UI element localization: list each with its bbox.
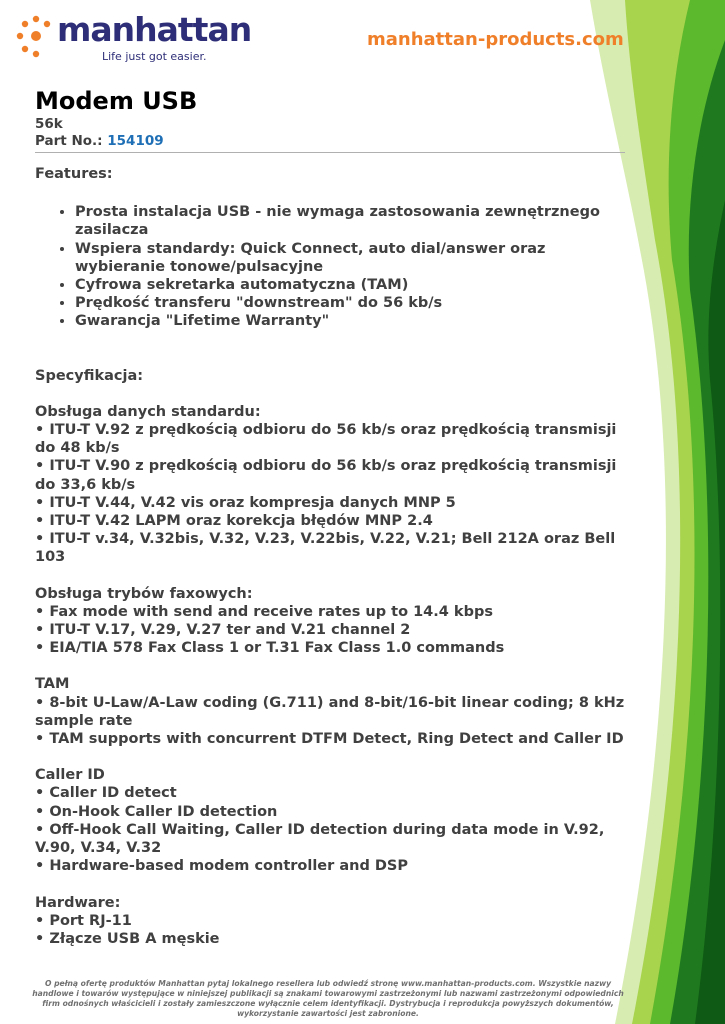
spec-line: • Port RJ-11: [35, 912, 132, 929]
spec-line: • Caller ID detect: [35, 785, 177, 802]
spec-line: • ITU-T v.34, V.32bis, V.32, V.23, V.22bis, V.22, V.21; Bell 212A oraz Bell 103: [35, 531, 616, 566]
spec-line: • ITU-T V.90 z prędkością odbioru do 56 kb/s oraz prędkością transmisji do 33,6 kb/s: [35, 458, 617, 493]
spec-line: • ITU-T V.17, V.29, V.27 ter and V.21 channel 2: [35, 622, 411, 639]
spec-group-caller-id: [35, 766, 625, 875]
logo-dots-icon: [16, 14, 56, 64]
spec-group-hardware: [35, 894, 625, 949]
spec-line: • Hardware-based modem controller and DSP: [35, 858, 408, 875]
feature-item: • Prosta instalacja USB - nie wymaga zastosowania zewnętrznego zasilacza: [75, 203, 625, 239]
part-number-value: 154109: [107, 133, 164, 149]
spec-line: • On-Hook Caller ID detection: [35, 803, 278, 820]
spec-line: • ITU-T V.92 z prędkością odbioru do 56 kb/s oraz prędkością transmisji do 48 kb/s: [35, 422, 617, 457]
spec-line: • 8-bit U-Law/A-Law coding (G.711) and 8-bit/16-bit linear coding; 8 kHz sample rate: [35, 694, 625, 729]
part-number-line: [35, 133, 625, 150]
spec-group-fax: [35, 585, 625, 658]
spec-group-title: Hardware:: [35, 894, 121, 911]
logo-wordmark: manhattan: [57, 10, 252, 49]
product-title: Modem USB: [35, 87, 198, 115]
features-list: [35, 203, 625, 330]
feature-item: • Gwarancja "Lifetime Warranty": [75, 312, 625, 330]
legal-footer: O pełną ofertę produktów Manhattan pytaj lokalnego resellera lub odwiedź stronę www.manhattan-products.com. Wszystkie nazwy handlowe i towarów występujące w niniejszej publikacji są znakami towarowymi zastrzeżonymi lub nazwami zastrzeżonymi odpowiednich firm odnośnych właścicieli i zostały zamieszczone wyłącznie celem identyfikacji. Dystrybucja i reprodukcja powyższych dokumentów, wykorzystanie zawartości jest zabronione.: [32, 979, 624, 1018]
spec-group-title: Caller ID: [35, 767, 105, 784]
website-url[interactable]: manhattan-products.com: [367, 29, 624, 50]
spec-line: • EIA/TIA 578 Fax Class 1 or T.31 Fax Class 1.0 commands: [35, 640, 505, 657]
spec-group-title: TAM: [35, 676, 70, 693]
logo-tagline: Life just got easier.: [102, 50, 207, 63]
feature-item: • Wspiera standardy: Quick Connect, auto dial/answer oraz wybieranie tonowe/pulsacyjne: [75, 240, 625, 276]
spec-line: • Fax mode with send and receive rates up to 14.4 kbps: [35, 603, 493, 620]
divider-rule: [35, 152, 625, 153]
feature-item: • Cyfrowa sekretarka automatyczna (TAM): [75, 276, 625, 294]
manhattan-logo: [16, 10, 252, 65]
datasheet-content: [35, 86, 625, 948]
spec-group-data: [35, 403, 625, 567]
product-subtitle: 56k: [35, 116, 63, 132]
spec-line: • TAM supports with concurrent DTFM Detect, Ring Detect and Caller ID: [35, 731, 624, 748]
feature-item: • Prędkość transferu "downstream" do 56 kb/s: [75, 294, 625, 312]
spec-group-title: Obsługa danych standardu:: [35, 403, 261, 420]
spec-group-title: Obsługa trybów faxowych:: [35, 585, 253, 602]
features-heading: Features:: [35, 166, 113, 182]
spec-group-tam: [35, 675, 625, 748]
spec-line: • ITU-T V.42 LAPM oraz korekcja błędów MNP 2.4: [35, 513, 433, 530]
specs-heading: Specyfikacja:: [35, 367, 144, 384]
spec-line: • Off-Hook Call Waiting, Caller ID detection during data mode in V.92, V.90, V.34, V.32: [35, 821, 605, 857]
spec-line: • Złącze USB A męskie: [35, 930, 220, 947]
part-number-label: Part No.:: [35, 133, 103, 149]
spec-line: • ITU-T V.44, V.42 vis oraz kompresja danych MNP 5: [35, 494, 456, 511]
